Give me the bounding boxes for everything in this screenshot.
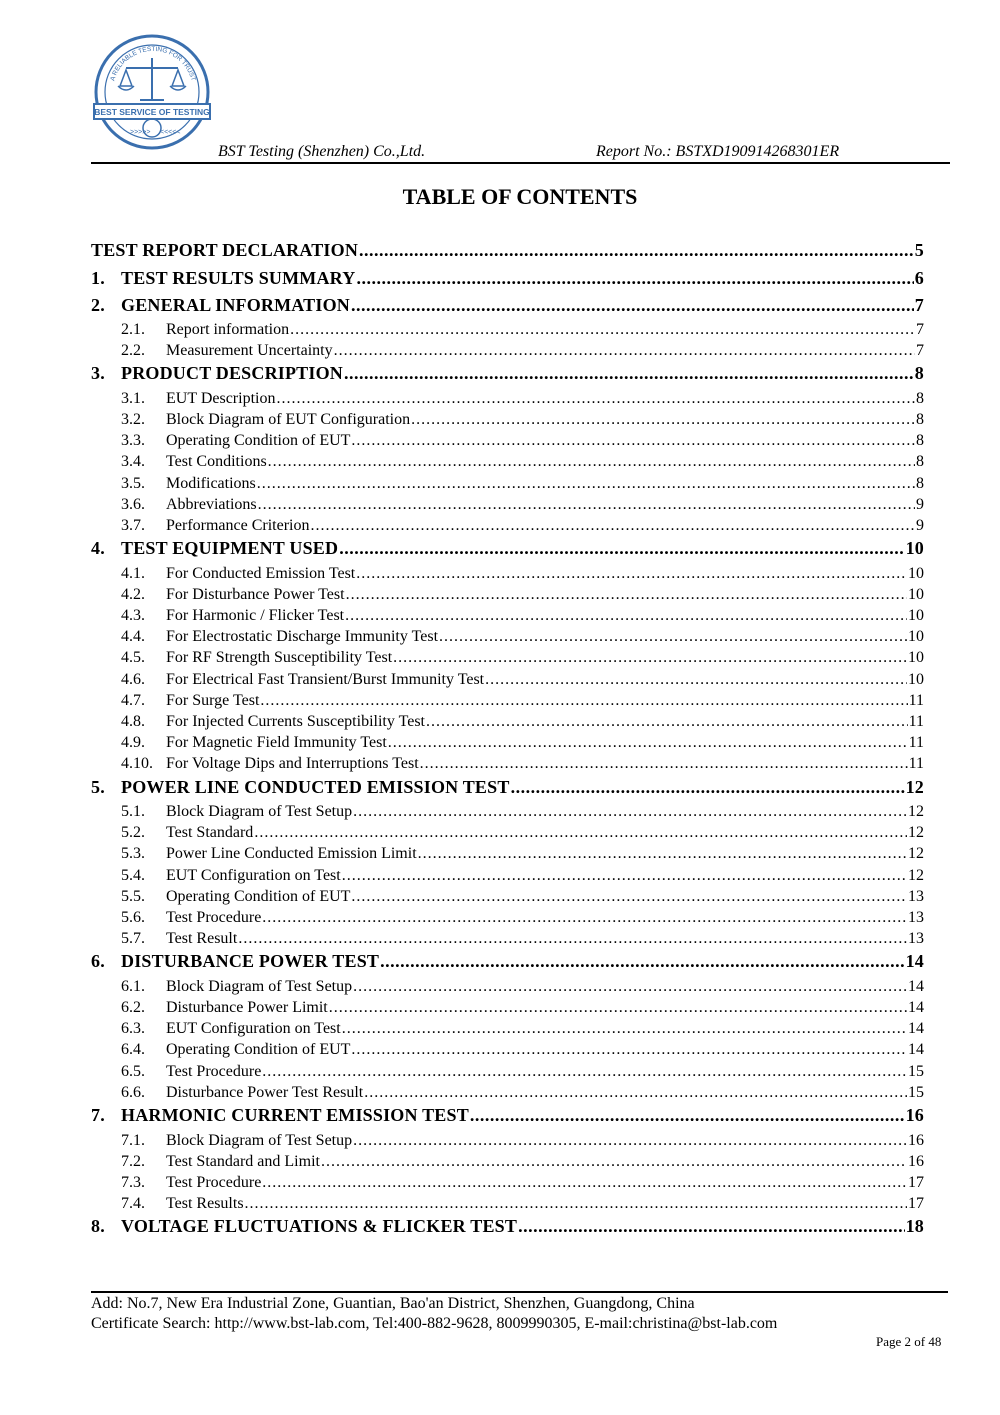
toc-subsection-entry[interactable]: [91, 713, 924, 734]
header-company-name: BST Testing (Shenzhen) Co.,Ltd.: [218, 143, 426, 160]
toc-entry-title: Report information: [166, 321, 290, 338]
toc-entry-number: 4.10.: [121, 755, 153, 773]
toc-entry-title: Test Standard and Limit: [166, 1152, 320, 1170]
toc-dot-leader: [353, 803, 907, 821]
toc-entry-number: 1.: [91, 268, 105, 288]
toc-dot-leader: [257, 475, 915, 493]
svg-text:<<<<<: <<<<<: [160, 129, 181, 136]
page-title: TABLE OF CONTENTS: [402, 184, 638, 209]
toc-entry-number: 6.4.: [121, 1041, 145, 1059]
toc-section-entry[interactable]: [91, 777, 924, 804]
toc-entry-number: 4.7.: [121, 691, 145, 709]
toc-entry-title: EUT Configuration on Test: [166, 866, 341, 884]
toc-entry-page: 16: [908, 1152, 924, 1170]
toc-entry-number: 5.4.: [121, 866, 145, 884]
toc-subsection-entry[interactable]: [91, 607, 924, 628]
toc-dot-leader: [334, 342, 915, 360]
toc-entry-number: 5.: [91, 776, 105, 797]
toc-dot-leader: [351, 295, 914, 316]
toc-dot-leader: [262, 909, 907, 927]
toc-entry-number: 6.5.: [121, 1062, 145, 1080]
toc-subsection-entry[interactable]: [91, 888, 924, 909]
toc-entry-number: 4.1.: [121, 564, 145, 582]
toc-dot-leader: [380, 951, 904, 972]
toc-entry-title: For Magnetic Field Immunity Test: [166, 734, 387, 752]
toc-subsection-entry[interactable]: [91, 1041, 924, 1062]
toc-subsection-entry[interactable]: [91, 845, 924, 866]
toc-dot-leader: [439, 628, 907, 646]
toc-entry-title: Test Procedure: [166, 1173, 262, 1191]
toc-section-entry[interactable]: [91, 268, 924, 295]
toc-subsection-entry[interactable]: [91, 755, 924, 776]
svg-text:>>>>>: >>>>>: [130, 129, 151, 136]
toc-subsection-entry[interactable]: [91, 342, 924, 363]
toc-dot-leader: [262, 1174, 907, 1192]
table-of-contents: [91, 240, 924, 1243]
toc-entry-number: 7.4.: [121, 1195, 145, 1213]
toc-dot-leader: [420, 755, 908, 773]
toc-entry-page: 13: [908, 887, 924, 905]
toc-subsection-entry[interactable]: [91, 867, 924, 888]
toc-entry-page: 10: [908, 670, 924, 688]
toc-entry-page: 14: [908, 999, 924, 1017]
toc-subsection-entry[interactable]: [91, 453, 924, 474]
toc-entry-page: 8: [916, 432, 924, 450]
toc-entry-number: 4.2.: [121, 585, 145, 603]
toc-subsection-entry[interactable]: [91, 586, 924, 607]
toc-entry-title: PRODUCT DESCRIPTION: [121, 363, 343, 384]
toc-dot-leader: [359, 240, 914, 261]
footer-divider: [91, 1291, 948, 1293]
toc-entry-title: Performance Criterion: [166, 517, 310, 534]
toc-entry-title: Operating Condition of EUT: [166, 1041, 351, 1059]
footer-address: Add: No.7, New Era Industrial Zone, Guantian, Bao'an District, Shenzhen, Guangdong, China: [91, 1295, 695, 1312]
toc-entry-page: 5: [914, 240, 924, 260]
toc-subsection-entry[interactable]: [91, 496, 924, 517]
toc-subsection-entry[interactable]: [91, 930, 924, 951]
toc-entry-page: 8: [916, 389, 924, 407]
toc-entry-page: 18: [905, 1216, 924, 1237]
toc-entry-title: Block Diagram of Test Setup: [166, 1131, 353, 1149]
toc-dot-leader: [346, 586, 907, 604]
toc-dot-leader: [426, 713, 908, 731]
toc-entry-number: 6.2.: [121, 999, 145, 1017]
toc-entry-page: 7: [916, 342, 924, 360]
header-divider: [91, 162, 950, 164]
toc-entry-number: 3.2.: [121, 411, 145, 429]
toc-entry-title: Test Procedure: [166, 1062, 262, 1080]
toc-entry-number: 5.5.: [121, 887, 145, 905]
toc-dot-leader: [364, 1084, 907, 1102]
toc-entry-page: 7: [916, 321, 924, 338]
toc-entry-title: For Electrostatic Discharge Immunity Test: [166, 628, 439, 646]
toc-entry-number: 3.6.: [121, 495, 145, 513]
toc-entry-page: 8: [914, 363, 924, 384]
toc-subsection-entry[interactable]: [91, 909, 924, 930]
toc-entry-number: 7.2.: [121, 1152, 145, 1170]
toc-entry-title: EUT Configuration on Test: [166, 1020, 341, 1038]
toc-dot-leader: [321, 1153, 907, 1171]
toc-entry-title: Power Line Conducted Emission Limit: [166, 845, 417, 863]
toc-subsection-entry[interactable]: [91, 628, 924, 649]
toc-dot-leader: [393, 649, 907, 667]
toc-entry-title: POWER LINE CONDUCTED EMISSION TEST: [121, 776, 510, 797]
toc-subsection-entry[interactable]: [91, 565, 924, 586]
toc-dot-leader: [268, 453, 915, 471]
toc-entry-number: 4.: [91, 538, 105, 559]
page-number: Page 2 of 48: [876, 1334, 942, 1349]
toc-entry-page: 12: [905, 776, 924, 797]
toc-subsection-entry[interactable]: [91, 517, 924, 538]
toc-entry-page: 10: [908, 607, 924, 625]
toc-section-entry[interactable]: [91, 240, 924, 268]
toc-entry-page: 13: [908, 930, 924, 948]
toc-entry-title: TEST RESULTS SUMMARY: [121, 268, 356, 288]
toc-entry-page: 11: [908, 734, 924, 752]
toc-subsection-entry[interactable]: [91, 803, 924, 824]
toc-entry-page: 17: [908, 1173, 924, 1191]
toc-dot-leader: [254, 824, 907, 842]
toc-entry-number: 7.3.: [121, 1173, 145, 1191]
toc-subsection-entry[interactable]: [91, 432, 924, 453]
toc-entry-title: Test Result: [166, 930, 238, 948]
toc-entry-page: 10: [905, 538, 924, 559]
toc-entry-page: 11: [908, 691, 924, 709]
toc-entry-number: 6.: [91, 951, 105, 972]
toc-entry-title: Block Diagram of EUT Configuration: [166, 411, 411, 429]
toc-entry-page: 12: [908, 803, 924, 821]
toc-dot-leader: [418, 845, 907, 863]
toc-subsection-entry[interactable]: [91, 1174, 924, 1195]
toc-dot-leader: [356, 565, 907, 583]
toc-subsection-entry[interactable]: [91, 649, 924, 670]
toc-dot-leader: [339, 538, 904, 559]
toc-dot-leader: [342, 1020, 907, 1038]
toc-entry-title: For Injected Currents Susceptibility Test: [166, 713, 425, 730]
toc-dot-leader: [238, 930, 907, 948]
toc-entry-number: 4.8.: [121, 713, 145, 730]
toc-dot-leader: [351, 432, 915, 450]
toc-entry-title: TEST REPORT DECLARATION: [91, 240, 359, 260]
toc-entry-title: Operating Condition of EUT: [166, 887, 351, 905]
toc-entry-page: 11: [908, 713, 924, 730]
toc-entry-page: 8: [916, 411, 924, 429]
toc-section-entry[interactable]: [91, 1105, 924, 1132]
toc-entry-number: 3.4.: [121, 453, 145, 471]
toc-entry-title: Disturbance Power Limit: [166, 999, 328, 1017]
toc-dot-leader: [485, 671, 907, 689]
toc-entry-number: 4.6.: [121, 670, 145, 688]
toc-entry-number: 6.3.: [121, 1020, 145, 1038]
toc-section-entry[interactable]: [91, 295, 924, 322]
toc-entry-number: 4.9.: [121, 734, 145, 752]
toc-entry-number: 3.3.: [121, 432, 145, 450]
toc-entry-page: 12: [908, 845, 924, 863]
toc-dot-leader: [260, 692, 907, 710]
toc-entry-title: For Harmonic / Flicker Test: [166, 607, 345, 625]
toc-entry-title: GENERAL INFORMATION: [121, 294, 350, 315]
toc-entry-page: 8: [916, 474, 924, 492]
toc-dot-leader: [351, 1041, 907, 1059]
toc-dot-leader: [511, 777, 905, 798]
toc-entry-page: 12: [908, 824, 924, 842]
company-logo: [92, 20, 212, 160]
toc-entry-number: 5.1.: [121, 803, 145, 821]
toc-entry-page: 16: [905, 1105, 924, 1125]
toc-entry-title: Test Standard: [166, 824, 254, 842]
toc-entry-title: Block Diagram of Test Setup: [166, 803, 353, 821]
toc-entry-title: Measurement Uncertainty: [166, 342, 333, 360]
toc-subsection-entry[interactable]: [91, 321, 924, 342]
toc-entry-title: For RF Strength Susceptibility Test: [166, 649, 393, 667]
toc-section-entry[interactable]: [91, 363, 924, 390]
toc-entry-page: 15: [908, 1062, 924, 1080]
toc-subsection-entry[interactable]: [91, 824, 924, 845]
toc-dot-leader: [262, 1063, 907, 1081]
toc-subsection-entry[interactable]: [91, 1084, 924, 1105]
footer-contact: Certificate Search: http://www.bst-lab.com, Tel:400-882-9628, 8009990305, E-mail:christina@bst-lab.com: [91, 1315, 778, 1332]
toc-entry-number: 6.1.: [121, 977, 145, 995]
toc-dot-leader: [258, 496, 915, 514]
toc-dot-leader: [518, 1216, 905, 1237]
toc-entry-number: 5.7.: [121, 930, 145, 948]
toc-entry-page: 10: [908, 649, 924, 667]
toc-entry-page: 9: [916, 517, 924, 534]
toc-entry-title: EUT Description: [166, 389, 276, 407]
toc-entry-page: 14: [905, 951, 924, 972]
toc-entry-title: Modifications: [166, 474, 256, 492]
toc-dot-leader: [329, 999, 907, 1017]
toc-subsection-entry[interactable]: [91, 411, 924, 432]
toc-entry-number: 4.5.: [121, 649, 145, 667]
toc-entry-page: 8: [916, 453, 924, 471]
toc-subsection-entry[interactable]: [91, 1132, 924, 1153]
toc-subsection-entry[interactable]: [91, 1195, 924, 1216]
toc-entry-page: 7: [914, 294, 924, 315]
toc-entry-page: 10: [908, 585, 924, 603]
toc-entry-title: Operating Condition of EUT: [166, 432, 351, 450]
toc-dot-leader: [353, 1132, 907, 1150]
toc-entry-title: Test Conditions: [166, 453, 267, 471]
toc-entry-page: 14: [908, 1020, 924, 1038]
toc-dot-leader: [388, 734, 908, 752]
toc-dot-leader: [276, 390, 915, 408]
toc-entry-title: DISTURBANCE POWER TEST: [121, 951, 380, 972]
toc-entry-page: 14: [908, 977, 924, 995]
toc-section-entry[interactable]: [91, 538, 924, 565]
toc-dot-leader: [245, 1195, 907, 1213]
toc-entry-number: 4.3.: [121, 607, 145, 625]
toc-entry-title: Test Results: [166, 1195, 244, 1213]
toc-dot-leader: [411, 411, 915, 429]
toc-entry-title: VOLTAGE FLUCTUATIONS & FLICKER TEST: [121, 1216, 518, 1237]
toc-dot-leader: [351, 888, 907, 906]
toc-entry-number: 5.6.: [121, 909, 145, 926]
toc-entry-number: 2.: [91, 294, 105, 315]
toc-entry-number: 3.1.: [121, 389, 145, 407]
toc-entry-page: 14: [908, 1041, 924, 1059]
toc-entry-number: 3.: [91, 363, 105, 384]
toc-entry-number: 5.3.: [121, 845, 145, 863]
toc-subsection-entry[interactable]: [91, 1153, 924, 1174]
svg-text:A RELIABLE TESTING FOR TRUST: A RELIABLE TESTING FOR TRUST: [109, 45, 197, 82]
toc-dot-leader: [342, 867, 907, 885]
toc-entry-number: 5.2.: [121, 824, 145, 842]
toc-dot-leader: [353, 978, 907, 996]
toc-section-entry[interactable]: [91, 1216, 924, 1243]
toc-entry-page: 15: [908, 1083, 924, 1101]
header-report-number: Report No.: BSTXD190914268301ER: [596, 143, 840, 160]
toc-entry-page: 13: [908, 909, 924, 926]
toc-entry-title: For Conducted Emission Test: [166, 564, 356, 582]
toc-entry-title: TEST EQUIPMENT USED: [121, 538, 339, 559]
toc-dot-leader: [470, 1105, 905, 1126]
toc-entry-title: Test Procedure: [166, 909, 262, 926]
toc-entry-title: For Voltage Dips and Interruptions Test: [166, 755, 419, 773]
toc-subsection-entry[interactable]: [91, 692, 924, 713]
toc-entry-title: For Electrical Fast Transient/Burst Immunity Test: [166, 670, 485, 688]
toc-entry-number: 7.: [91, 1105, 105, 1125]
toc-entry-title: Abbreviations: [166, 495, 257, 513]
toc-entry-page: 10: [908, 628, 924, 646]
toc-entry-title: Block Diagram of Test Setup: [166, 977, 353, 995]
toc-entry-page: 10: [908, 564, 924, 582]
toc-subsection-entry[interactable]: [91, 734, 924, 755]
toc-entry-number: 7.1.: [121, 1131, 145, 1149]
toc-entry-number: 3.5.: [121, 474, 145, 492]
toc-entry-title: HARMONIC CURRENT EMISSION TEST: [121, 1105, 469, 1125]
toc-dot-leader: [290, 321, 915, 339]
toc-entry-page: 6: [914, 268, 924, 288]
toc-entry-number: 2.1.: [121, 321, 145, 338]
toc-entry-title: Disturbance Power Test Result: [166, 1083, 364, 1101]
toc-subsection-entry[interactable]: [91, 1020, 924, 1041]
toc-dot-leader: [356, 268, 913, 289]
toc-subsection-entry[interactable]: [91, 671, 924, 692]
toc-subsection-entry[interactable]: [91, 999, 924, 1020]
toc-subsection-entry[interactable]: [91, 978, 924, 999]
svg-text:BEST SERVICE OF TESTING: BEST SERVICE OF TESTING: [94, 107, 210, 117]
toc-subsection-entry[interactable]: [91, 390, 924, 411]
toc-entry-page: 16: [908, 1131, 924, 1149]
toc-dot-leader: [311, 517, 916, 535]
toc-entry-title: For Disturbance Power Test: [166, 585, 345, 603]
toc-entry-number: 8.: [91, 1216, 105, 1237]
toc-subsection-entry[interactable]: [91, 475, 924, 496]
toc-dot-leader: [345, 607, 907, 625]
toc-entry-page: 9: [916, 495, 924, 513]
toc-entry-page: 11: [908, 755, 924, 773]
toc-entry-number: 3.7.: [121, 517, 145, 534]
toc-entry-page: 17: [908, 1195, 924, 1213]
toc-subsection-entry[interactable]: [91, 1063, 924, 1084]
toc-entry-page: 12: [908, 866, 924, 884]
toc-entry-number: 6.6.: [121, 1083, 145, 1101]
toc-entry-title: For Surge Test: [166, 691, 260, 709]
toc-section-entry[interactable]: [91, 951, 924, 978]
toc-entry-number: 2.2.: [121, 342, 145, 360]
toc-dot-leader: [344, 363, 914, 384]
toc-entry-number: 4.4.: [121, 628, 145, 646]
